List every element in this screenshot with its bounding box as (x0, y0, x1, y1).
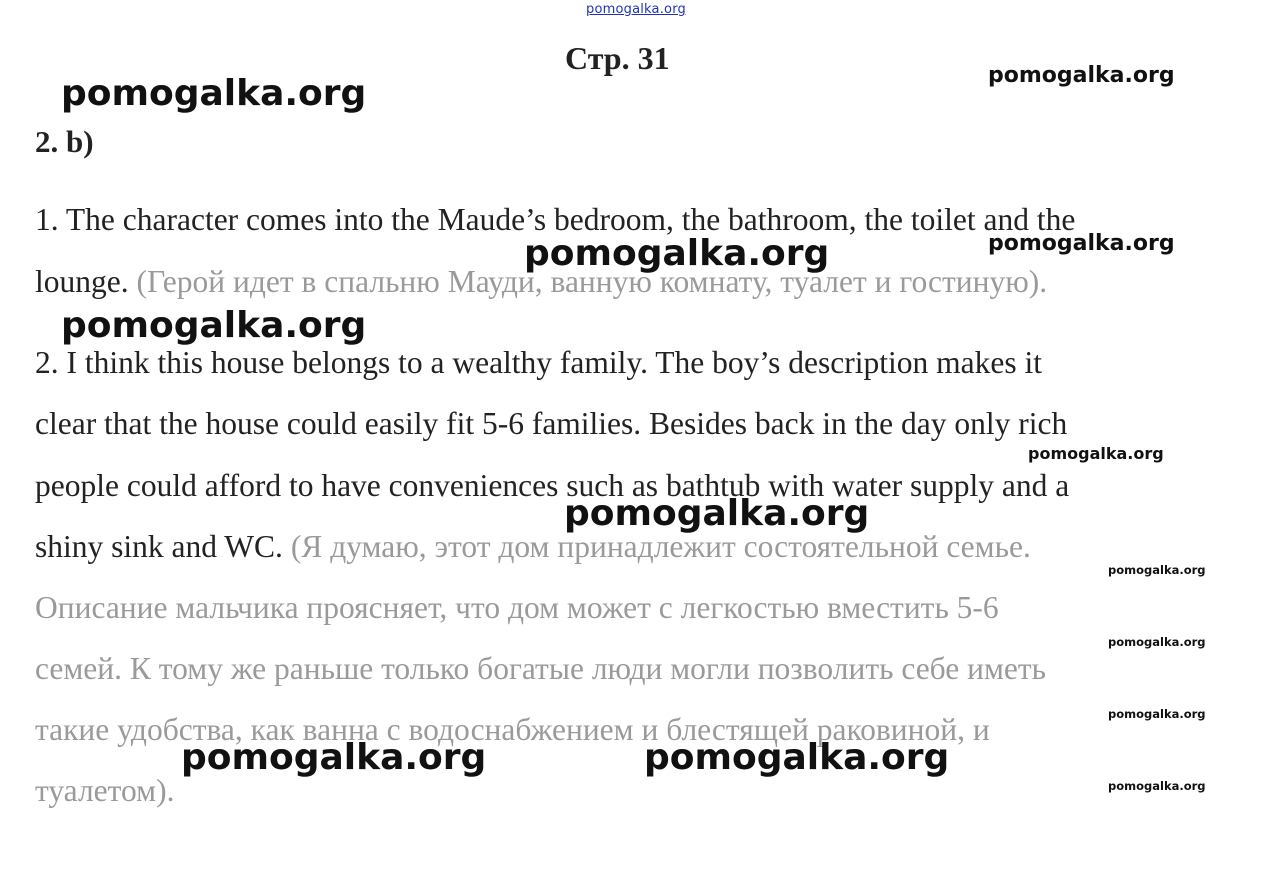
watermark: pomogalka.org (524, 233, 830, 274)
watermark: pomogalka.org (61, 305, 367, 346)
watermark: pomogalka.org (988, 231, 1175, 256)
text-line (35, 592, 999, 624)
text-line (35, 775, 174, 807)
text-line (35, 531, 1031, 563)
watermark: pomogalka.org (1108, 635, 1206, 649)
text-line (35, 470, 1069, 502)
top-site-link[interactable]: pomogalka.org (586, 2, 686, 17)
english-text: people could afford to have conveniences such as bathtub with water supply and a (35, 468, 1070, 503)
watermark: pomogalka.org (1108, 779, 1206, 793)
watermark: pomogalka.org (61, 73, 367, 114)
english-text: 1. The character comes into the Maude’s bedroom, the bathroom, the toilet and the (35, 202, 1076, 237)
english-text: 2. I think this house belongs to a wealthy family. The boy’s description makes it (35, 345, 1042, 380)
text-line (35, 653, 1046, 685)
section-heading: 2. b) (35, 124, 94, 159)
watermark: pomogalka.org (644, 737, 950, 778)
watermark: pomogalka.org (988, 63, 1175, 88)
russian-text: (Герой идет в спальню Мауди, ванную комнату, туалет и гостиную). (136, 264, 1048, 299)
watermark: pomogalka.org (1108, 563, 1206, 577)
russian-text: семей. К тому же раньше только богатые люди могли позволить себе иметь (35, 651, 1047, 686)
text-line (35, 204, 1075, 236)
russian-text: (Я думаю, этот дом принадлежит состоятельной семье. (290, 529, 1031, 564)
russian-text: туалетом). (35, 773, 175, 808)
english-text: clear that the house could easily fit 5-6 families. Besides back in the day only rich (35, 406, 1068, 441)
text-line (35, 347, 1042, 379)
russian-text: Описание мальчика проясняет, что дом может с легкостью вместить 5-6 (35, 590, 999, 625)
russian-text: такие удобства, как ванна с водоснабжением и блестящей раковиной, и (35, 712, 990, 747)
page-title: Стр. 31 (565, 40, 670, 76)
english-text: lounge. (35, 264, 137, 299)
watermark: pomogalka.org (181, 737, 487, 778)
text-line (35, 408, 1067, 440)
watermark: pomogalka.org (564, 493, 870, 534)
watermark: pomogalka.org (1028, 444, 1164, 463)
watermark: pomogalka.org (1108, 707, 1206, 721)
english-text: shiny sink and WC. (35, 529, 291, 564)
